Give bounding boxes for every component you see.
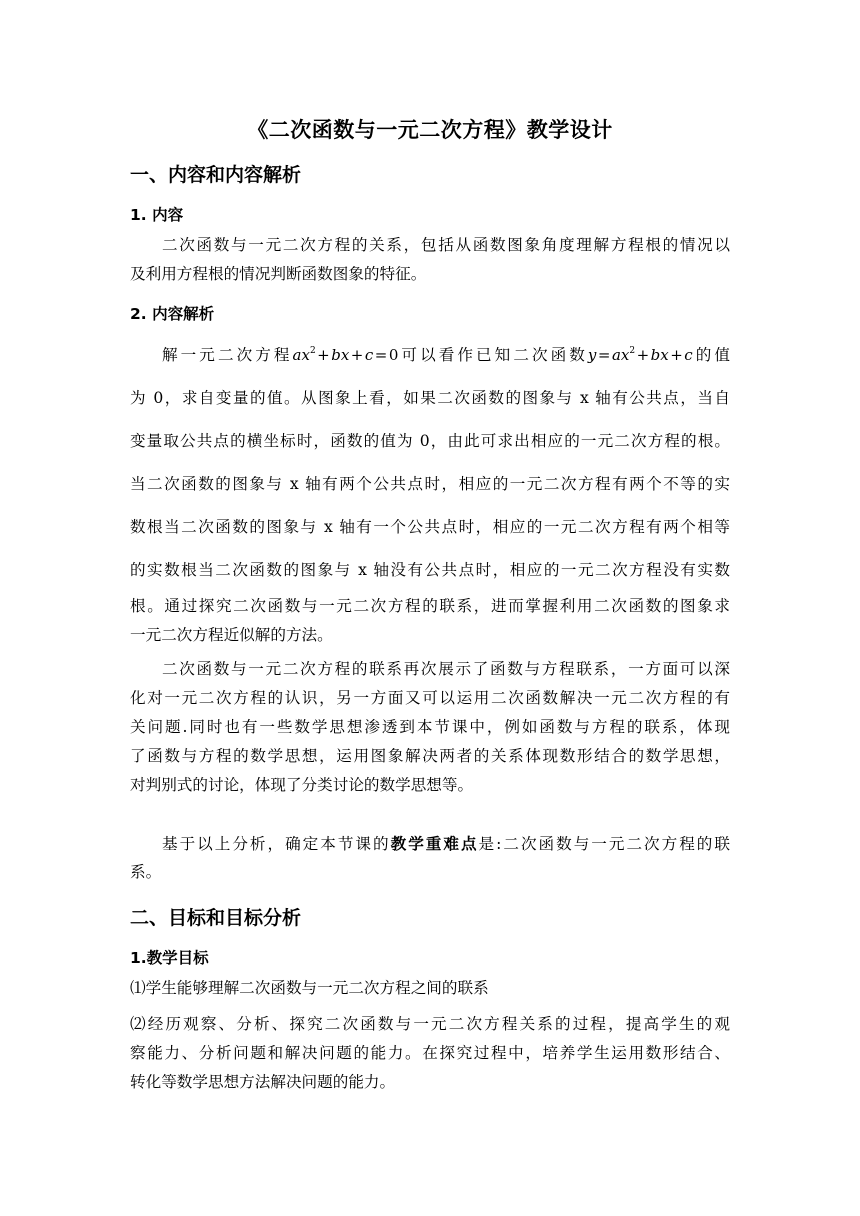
text-fragment: 是:二次函数与一元二次方程的联 <box>478 835 730 853</box>
paragraph-line: 了函数与方程的数学思想，运用图象解决两者的关系体现数形结合的数学思想， <box>130 747 730 765</box>
paragraph-line: 关问题.同时也有一些数学思想渗透到本节课中，例如函数与方程的联系，体现 <box>130 718 730 736</box>
equation-quadratic: $ax^2$ + bx + c = 0 <box>292 346 399 364</box>
paragraph-line: 二次函数与一元二次方程的关系，包括从函数图象角度理解方程根的情况以 <box>162 236 730 254</box>
text-fragment: 可以看作已知二次函数 <box>398 346 588 364</box>
analysis-paragraph-3 <box>130 829 730 887</box>
paragraph-line: 变量取公共点的横坐标时，函数的值为 0，由此可求出相应的一元二次方程的根。 <box>130 432 730 450</box>
paragraph-line: 根。通过探究二次函数与一元二次方程的联系，进而掌握利用二次函数的图象求 <box>130 597 730 615</box>
paragraph-line: 一元二次方程近似解的方法。 <box>130 626 333 644</box>
text-fragment: 基于以上分析，确定本节课的 <box>162 835 391 853</box>
subheading-teaching-goals: 1.教学目标 <box>130 949 209 967</box>
paragraph-line: 二次函数与一元二次方程的联系再次展示了函数与方程联系，一方面可以深 <box>162 660 730 678</box>
analysis-paragraph-1 <box>130 334 730 650</box>
paragraph-line: 系。 <box>130 863 162 881</box>
paragraph-line: 化对一元二次方程的认识，另一方面又可以运用二次函数解决一元二次方程的有 <box>130 689 730 707</box>
goal-item-1: ⑴学生能够理解二次函数与一元二次方程之间的联系 <box>130 979 489 997</box>
key-difficulty-label: 教学重难点 <box>390 834 479 853</box>
content-paragraph <box>130 231 730 289</box>
subheading-content-analysis: 2. 内容解析 <box>130 305 215 323</box>
goal-item-2 <box>130 1010 730 1097</box>
paragraph-line: ⑵经历观察、分析、探究二次函数与一元二次方程关系的过程，提高学生的观 <box>130 1015 730 1033</box>
paragraph-line: 对判别式的讨论，体现了分类讨论的数学思想等。 <box>130 776 474 794</box>
paragraph-line-with-equations <box>130 334 730 377</box>
subheading-content: 1. 内容 <box>130 206 184 224</box>
text-fragment: 的值 <box>692 346 730 364</box>
paragraph-line-key-points <box>130 829 730 858</box>
analysis-paragraph-2 <box>130 655 730 800</box>
paragraph-line: 当二次函数的图象与 x 轴有两个公共点时，相应的一元二次方程有两个不等的实 <box>130 475 730 493</box>
section-heading-content: 一、内容和内容解析 <box>130 164 302 186</box>
document-title: 《二次函数与一元二次方程》教学设计 <box>247 118 613 142</box>
paragraph-line: 数根当二次函数的图象与 x 轴有一个公共点时，相应的一元二次方程有两个相等 <box>130 518 730 536</box>
paragraph-line: 的实数根当二次函数的图象与 x 轴没有公共点时，相应的一元二次方程没有实数 <box>130 561 730 579</box>
text-fragment: 解一元二次方程 <box>162 346 293 364</box>
paragraph-line: 为 0，求自变量的值。从图象上看，如果二次函数的图象与 x 轴有公共点，当自 <box>130 389 730 407</box>
section-heading-goals: 二、目标和目标分析 <box>130 907 302 929</box>
paragraph-line: 及利用方程根的情况判断函数图象的特征。 <box>130 265 427 283</box>
equation-function: y = $ax^2$ + bx + c <box>587 346 693 364</box>
paragraph-line: 察能力、分析问题和解决问题的能力。在探究过程中，培养学生运用数形结合、 <box>130 1044 730 1062</box>
paragraph-line: 转化等数学思想方法解决问题的能力。 <box>130 1073 396 1091</box>
